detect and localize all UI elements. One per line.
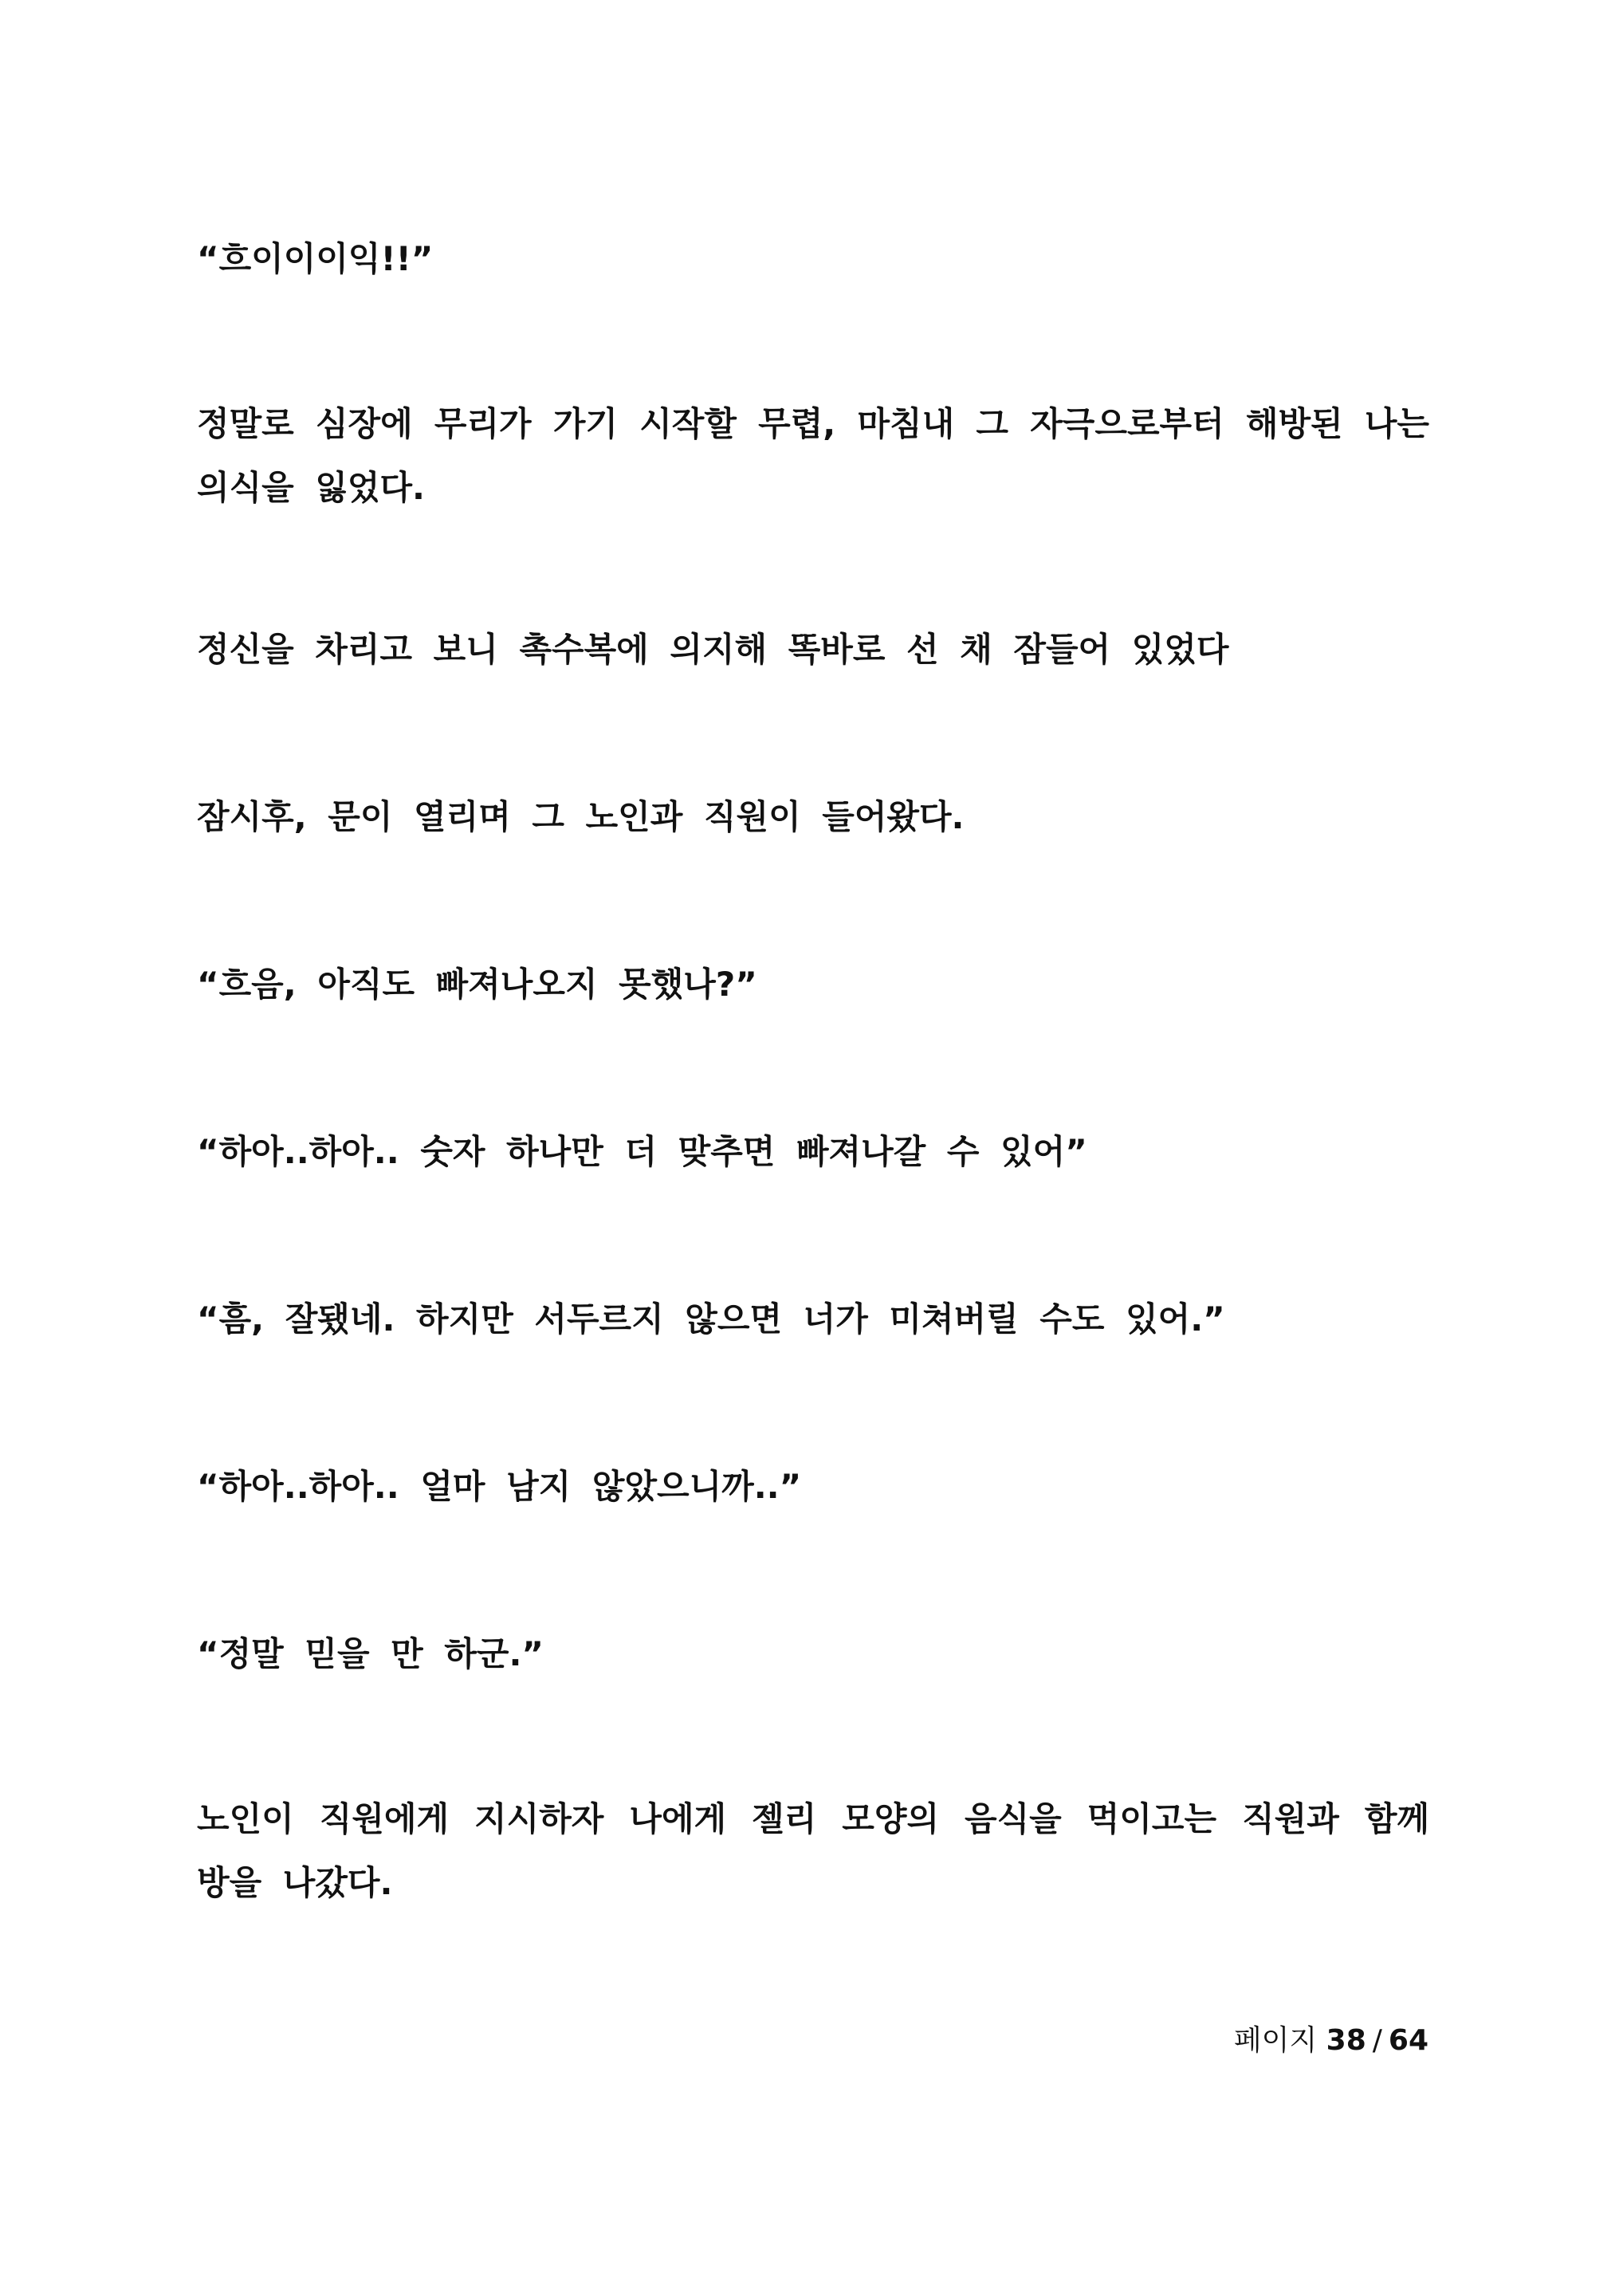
paragraph-1: “흐이이이익!!” [197,239,434,278]
paragraph-2: 정말로 심장에 무리가 가기 시작할 무렵, 마침내 그 자극으로부터 해방된 나는 의식을 잃었다. [197,404,1429,507]
page-label: 페이지 [1233,2024,1318,2057]
paragraph-3: 정신을 차리고 보니 촉수복에 의지해 똑바로 선 채 잠들어 있었다 [197,630,1229,669]
paragraph-9: “정말 믿을 만 하군.” [197,1634,544,1673]
page-number-footer [1234,2021,1428,2061]
paragraph-4: 잠시후, 문이 열리며 그 노인과 직원이 들어왔다. [197,797,965,836]
paragraph-7: “흠, 잘됐네. 하지만 서두르지 않으면 너가 미쳐버릴 수도 있어.” [197,1299,1225,1339]
total-pages-number: 64 [1388,2024,1428,2057]
paragraph-10: 노인이 직원에게 지시하자 나에게 젤리 모양의 음식을 먹이고는 직원과 함께 방을 나갔다. [197,1799,1429,1902]
current-page-number: 38 [1326,2024,1366,2057]
paragraph-6: “하아..하아.. 숫자 하나만 더 맞추면 빠져나갈 수 있어” [197,1132,1087,1171]
paragraph-5: “흐음, 아직도 빠져나오지 못했나?” [197,965,757,1004]
paragraph-8: “하아..하아.. 얼마 남지 않았으니까..” [197,1467,802,1506]
page-separator: / [1372,2024,1382,2057]
